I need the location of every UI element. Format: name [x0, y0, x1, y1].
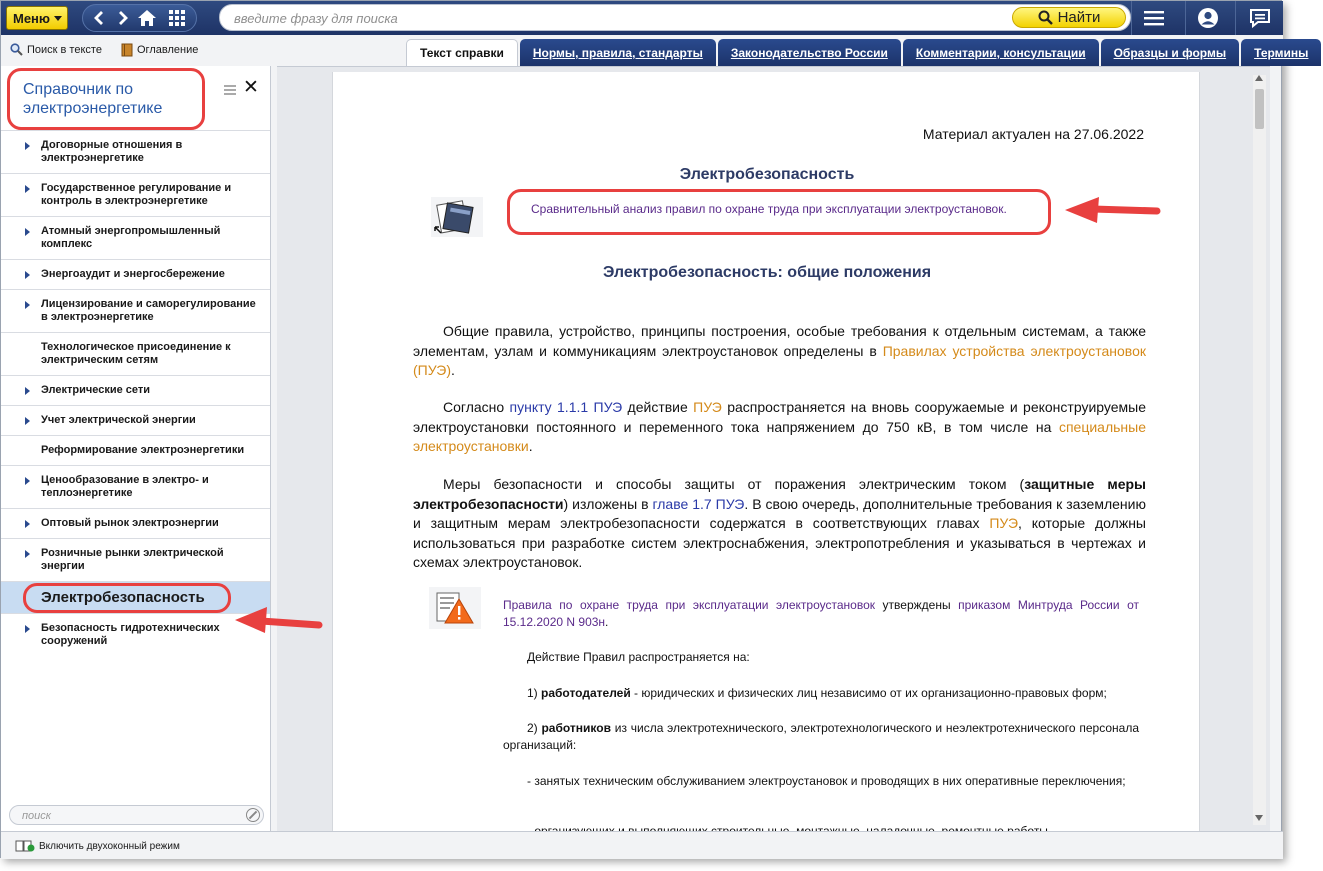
sidebar-item-label: Розничные рынки электрической энергии: [41, 547, 224, 572]
status-bar: [1, 831, 1283, 859]
tab-terms[interactable]: Термины: [1241, 39, 1321, 66]
sidebar-item-label: Учет электрической энергии: [41, 414, 196, 426]
bold-text: работодателей: [541, 686, 631, 700]
rules-paragraph: [503, 597, 1139, 631]
expand-triangle-icon: [25, 271, 30, 279]
toolbar: [1, 35, 1309, 66]
text: 1): [527, 686, 542, 700]
labor-protection-rules-link[interactable]: Правила по охране труда при эксплуатации электроустановок: [503, 598, 876, 612]
tab-samples[interactable]: Образцы и формы: [1101, 39, 1240, 66]
text: из числа электротехнического, электротехнологического и неэлектротехнического персонала организаций:: [503, 721, 1140, 752]
text: ) изложены в: [563, 495, 653, 512]
bold-text: работников: [541, 721, 611, 735]
sidebar-item[interactable]: [1, 508, 270, 538]
scope-item-2: [503, 720, 1139, 754]
sidebar-item-selected[interactable]: [1, 581, 270, 613]
expand-triangle-icon: [25, 387, 30, 395]
document-stack-icon[interactable]: [431, 197, 483, 242]
sidebar-item-label: Энергоаудит и энергосбережение: [41, 268, 225, 280]
date-line: Материал актуален на 27.06.2022: [922, 126, 1144, 142]
chapter-1-7-link[interactable]: главе 1.7 ПУЭ: [652, 495, 745, 512]
expand-triangle-icon: [25, 550, 30, 558]
sidebar-item[interactable]: [1, 289, 270, 332]
sidebar-item-label: Электробезопасность: [41, 589, 205, 606]
top-bar: [1, 1, 1283, 35]
close-icon[interactable]: ✕: [243, 77, 259, 98]
book-icon: [121, 43, 133, 57]
user-icon[interactable]: [1185, 1, 1229, 35]
sidebar-item-label: Безопасность гидротехнических сооружений: [41, 622, 220, 647]
paragraph-3: [413, 475, 1146, 573]
pue-link[interactable]: ПУЭ: [693, 399, 722, 415]
text: - юридических и физических лиц независимо от их организационно-правовых форм;: [630, 686, 1107, 700]
find-button[interactable]: [1012, 7, 1126, 28]
tab-bar: [406, 39, 1323, 66]
magnifier-icon: [10, 43, 23, 56]
expand-triangle-icon: [25, 228, 30, 236]
tab-legislation[interactable]: Законодательство России: [718, 39, 901, 66]
text: .: [528, 438, 533, 454]
search-bar: [219, 4, 1131, 31]
text: .: [605, 615, 609, 629]
chevron-down-icon: [54, 16, 62, 21]
find-label: Найти: [1057, 9, 1101, 26]
nav-button-group: [82, 4, 197, 32]
clear-icon[interactable]: [246, 808, 260, 822]
sidebar-item-label: Государственное регулирование и контроль в электроэнергетике: [41, 182, 232, 207]
tab-help-text[interactable]: Текст справки: [406, 39, 518, 66]
expand-triangle-icon: [25, 301, 30, 309]
sidebar-item-label: Лицензирование и саморегулирование в электроэнергетике: [41, 298, 256, 323]
sidebar-item-label: Электрические сети: [41, 384, 151, 396]
sidebar-item[interactable]: [1, 538, 270, 581]
sidebar-item-label: Реформирование электроэнергетики: [41, 444, 245, 456]
tab-norms[interactable]: Нормы, правила, стандарты: [520, 39, 716, 66]
menu-button[interactable]: [6, 6, 68, 30]
paragraph-1: [413, 322, 1146, 381]
sidebar-item[interactable]: [1, 375, 270, 405]
pue-link[interactable]: ПУЭ: [989, 515, 1019, 531]
sidebar-item[interactable]: [1, 216, 270, 259]
search-input[interactable]: [234, 9, 994, 27]
pue-link[interactable]: Правилах устройства электроустановок (ПУЭ): [413, 342, 1146, 378]
sidebar-item[interactable]: [1, 332, 270, 375]
document: [332, 72, 1200, 832]
dual-window-toggle[interactable]: [15, 840, 180, 852]
text: .: [451, 362, 455, 378]
paragraph-2: [413, 398, 1146, 457]
highlight-ring: [7, 68, 205, 130]
text: Меры безопасности и способы защиты от поражения электрическим током (: [443, 476, 1025, 492]
annotation-arrow-icon: [1063, 195, 1161, 227]
sidebar-list: [1, 130, 270, 656]
search-in-text-button[interactable]: [10, 43, 102, 56]
sidebar-item[interactable]: [1, 405, 270, 435]
sidebar-item-label: Технологическое присоединение к электрическим сетям: [41, 341, 231, 366]
sidebar: [1, 66, 271, 831]
sidebar-item[interactable]: [1, 435, 270, 465]
scope-intro: Действие Правил распространяется на:: [527, 650, 750, 664]
sidebar-item-label: Оптовый рынок электроэнергии: [41, 517, 219, 529]
text: Согласно: [443, 399, 510, 415]
text: . В свою очередь, дополнительные требования к заземлению и защитным мерам электробезопасности содержатся в соответствующих главах: [413, 495, 1146, 531]
sidebar-item[interactable]: [1, 173, 270, 216]
section-title: Электробезопасность: общие положения: [602, 264, 932, 281]
bold-text: защитные меры электробезопасности: [413, 476, 1147, 512]
expand-triangle-icon: [25, 625, 30, 633]
scope-item-3: - занятых техническим обслуживанием электроустановок и проводящих в них оперативные переключения;: [527, 774, 1126, 788]
search-in-text-label: Поиск в тексте: [27, 43, 102, 56]
text: 2): [527, 721, 542, 735]
compare-analysis-link[interactable]: Сравнительный анализ правил по охране труда при эксплуатации электроустановок.: [531, 202, 1007, 216]
content-area: [277, 66, 1270, 831]
sidebar-item[interactable]: [1, 259, 270, 289]
expand-triangle-icon: [25, 142, 30, 150]
list-view-icon[interactable]: [224, 85, 236, 97]
special-installations-link[interactable]: специальные электроустановки: [413, 418, 1146, 454]
sidebar-search: [9, 805, 264, 825]
text: Общие правила, устройство, принципы построения, особые требования к отдельным системам, а также элементам, узлам и коммуникациям электроустановок определены в: [413, 323, 1146, 359]
scroll-down-icon[interactable]: [1255, 815, 1263, 821]
tab-comments[interactable]: Комментарии, консультации: [903, 39, 1099, 66]
sidebar-item[interactable]: [1, 465, 270, 508]
grid-icon[interactable]: [166, 8, 188, 28]
expand-triangle-icon: [25, 185, 30, 193]
expand-triangle-icon: [25, 477, 30, 485]
expand-triangle-icon: [25, 417, 30, 425]
scrollbar-thumb[interactable]: [1255, 89, 1264, 129]
text: распространяется на вновь сооружаемые и реконструируемые электроустановки постоянного и переменного тока напряжением до 750 кВ, в том числе на: [413, 399, 1147, 435]
sidebar-item-label: Ценообразование в электро- и теплоэнергетике: [41, 474, 209, 499]
sidebar-item[interactable]: [1, 613, 270, 656]
text: , которые должны использоваться при разработке систем электроснабжения, электропотребления и указываться в чертежах и схемах электроустановок.: [413, 515, 1146, 570]
vertical-scrollbar[interactable]: [1253, 75, 1266, 825]
sidebar-item-label: Договорные отношения в электроэнергетике: [41, 139, 183, 164]
search-icon: [1038, 10, 1053, 25]
dual-window-icon: [15, 840, 35, 852]
document-title: Электробезопасность: [679, 166, 855, 183]
scope-item-1: [503, 685, 1139, 702]
hamburger-menu-icon[interactable]: [1131, 1, 1175, 35]
contents-label: Оглавление: [137, 44, 199, 56]
text: действие: [622, 399, 694, 415]
mintrud-order-link[interactable]: приказом Минтруда России от 15.12.2020 N 903н: [503, 598, 1139, 629]
dual-mode-label: Включить двухоконный режим: [39, 840, 180, 852]
scroll-up-icon[interactable]: [1255, 75, 1263, 81]
message-icon[interactable]: [1235, 1, 1283, 35]
forward-icon[interactable]: [112, 8, 134, 28]
clause-1-1-1-link[interactable]: пункту 1.1.1 ПУЭ: [509, 399, 623, 415]
home-icon[interactable]: [136, 8, 158, 28]
annotation-arrow-icon: [233, 605, 323, 637]
sidebar-item-label: Атомный энергопромышленный комплекс: [41, 225, 221, 250]
back-icon[interactable]: [88, 8, 110, 28]
sidebar-search-input[interactable]: [22, 808, 222, 823]
contents-button[interactable]: [121, 43, 198, 57]
menu-label: Меню: [13, 10, 51, 26]
warning-document-icon[interactable]: [429, 587, 481, 634]
sidebar-item[interactable]: [1, 130, 270, 173]
text: утверждены: [875, 598, 959, 612]
sidebar-title[interactable]: Справочник по электроэнергетике: [23, 81, 163, 117]
expand-triangle-icon: [25, 520, 30, 528]
